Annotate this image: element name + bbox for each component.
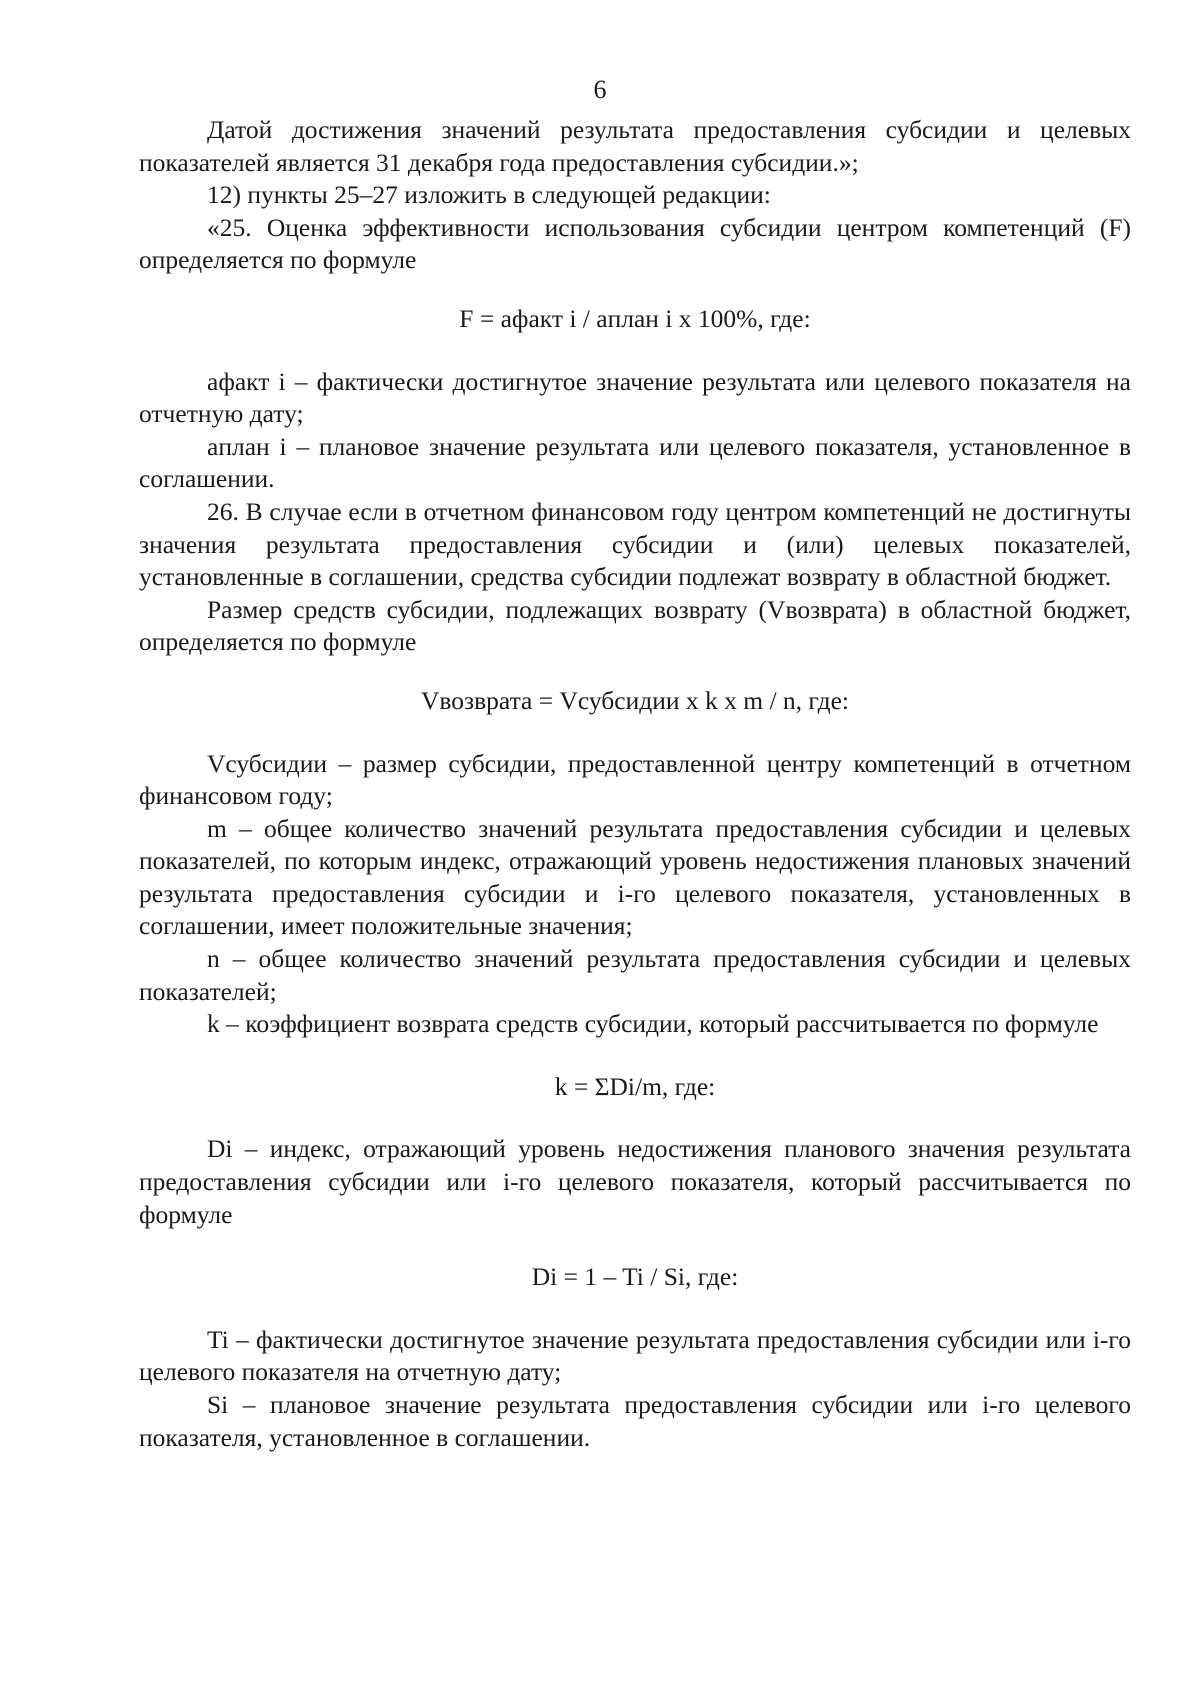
paragraph-refund-size: Размер средств субсидии, подлежащих возврату (Vвозврата) в областной бюджет, определяется по формуле <box>139 594 1131 657</box>
paragraph-item-12: 12) пункты 25–27 изложить в следующей редакции: <box>207 180 771 210</box>
formula-di: Di = 1 – Ti / Si, где: <box>531 1262 739 1292</box>
definition-k: k – коэффициент возврата средств субсидии, который рассчитывается по формуле <box>207 1009 1099 1039</box>
page-number: 6 <box>593 75 607 104</box>
definition-ti: Ti – фактически достигнутое значение результата предоставления субсидии или i-го целевого показателя на отчетную дату; <box>139 1324 1131 1387</box>
definition-si: Si – плановое значение результата предоставления субсидии или i-го целевого показателя, установленное в соглашении. <box>139 1390 1131 1452</box>
definition-vsubsidy: Vсубсидии – размер субсидии, предоставленной центру компетенций в отчетном финансовом году; <box>139 748 1131 811</box>
definition-afakt: aфакт i – фактически достигнутое значение результата или целевого показателя на отчетную дату; <box>139 366 1131 429</box>
document-body <box>139 114 1131 1454</box>
definition-m: m – общее количество значений результата предоставления субсидии и целевых показателей, по которым индекс, отражающий уровень недостижения плановых значений результата предоставления субсидии и i-го целевого показателя, установленных в соглашении, имеет положительные значения; <box>139 813 1131 941</box>
definition-n: n – общее количество значений результата предоставления субсидии и целевых показателей; <box>139 944 1131 1006</box>
paragraph-clause-26: 26. В случае если в отчетном финансовом году центром компетенций не достигнуты значения результата предоставления субсидии и (или) целевых показателей, установленные в соглашении, средства субсидии подлежат возврату в областной бюджет. <box>139 496 1131 592</box>
definition-aplan: aплан i – плановое значение результата или целевого показателя, установленное в соглашении. <box>139 431 1131 494</box>
paragraph-achievement-date: Датой достижения значений результата предоставления субсидии и целевых показателей является 31 декабря года предоставления субсидии.»; <box>139 115 1131 177</box>
formula-refund: Vвозврата = Vсубсидии x k x m / n, где: <box>421 685 849 715</box>
paragraph-clause-25: «25. Оценка эффективности использования субсидии центром компетенций (F) определяется по формуле <box>139 212 1131 275</box>
formula-k: k = ΣDi/m, где: <box>554 1071 716 1101</box>
formula-efficiency: F = aфакт i / aплан i x 100%, где: <box>459 303 811 333</box>
definition-di: Di – индекс, отражающий уровень недостижения планового значения результата предоставления субсидии или i-го целевого показателя, который рассчитывается по формуле <box>139 1134 1131 1229</box>
